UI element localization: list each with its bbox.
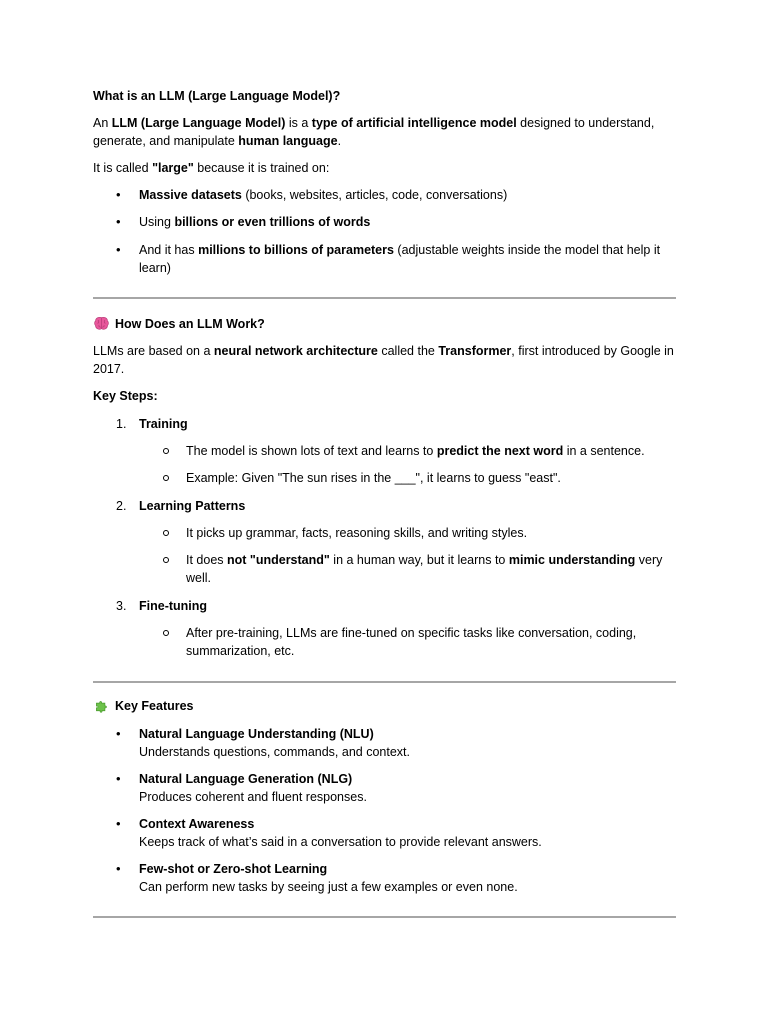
large-explanation-paragraph: It is called "large" because it is trained on: (93, 161, 330, 175)
list-item: It does not "understand" in a human way, but it learns to mimic understanding very well. (186, 553, 663, 585)
llm-definition-paragraph: An LLM (Large Language Model) is a type of artificial intelligence model designed to understand, generate, and manipulate human language. (93, 116, 655, 148)
bullet-dot: • (116, 242, 121, 257)
feature-item: Context Awareness Keeps track of what’s said in a conversation to provide relevant answers. (139, 817, 542, 849)
sub-bullet-circle (163, 475, 169, 481)
list-item: Using billions or even trillions of words (139, 215, 371, 229)
section-heading-what-is-llm: What is an LLM (Large Language Model)? (93, 89, 341, 103)
step-title-learning-patterns: Learning Patterns (139, 499, 246, 513)
horizontal-divider (93, 916, 676, 918)
puzzle-piece-icon (93, 698, 110, 715)
list-item: Massive datasets (books, websites, articles, code, conversations) (139, 188, 508, 202)
list-item: After pre-training, LLMs are fine-tuned on specific tasks like conversation, coding, summarization, etc. (186, 626, 637, 658)
list-item: Example: Given "The sun rises in the ___", it learns to guess "east". (186, 471, 561, 485)
feature-item: Natural Language Generation (NLG) Produces coherent and fluent responses. (139, 772, 367, 804)
step-title-fine-tuning: Fine-tuning (139, 599, 208, 613)
section-heading-how-llm-works: How Does an LLM Work? (115, 317, 265, 331)
step-number: 3. (116, 599, 127, 613)
list-item: And it has millions to billions of parameters (adjustable weights inside the model that help it learn) (139, 243, 661, 275)
step-number: 1. (116, 417, 127, 431)
bullet-dot: • (116, 187, 121, 202)
list-item: The model is shown lots of text and learns to predict the next word in a sentence. (186, 444, 645, 458)
horizontal-divider (93, 297, 676, 299)
sub-bullet-circle (163, 630, 169, 636)
transformer-paragraph: LLMs are based on a neural network architecture called the Transformer, first introduced by Google in 2017. (93, 344, 674, 376)
bullet-dot: • (116, 771, 121, 786)
bullet-dot: • (116, 816, 121, 831)
sub-bullet-circle (163, 448, 169, 454)
step-number: 2. (116, 499, 127, 513)
key-steps-label: Key Steps: (93, 389, 158, 403)
bullet-dot: • (116, 861, 121, 876)
sub-bullet-circle (163, 530, 169, 536)
bullet-dot: • (116, 214, 121, 229)
sub-bullet-circle (163, 557, 169, 563)
bullet-dot: • (116, 726, 121, 741)
brain-icon (93, 315, 110, 332)
feature-item: Natural Language Understanding (NLU) Understands questions, commands, and context. (139, 727, 410, 759)
step-title-training: Training (139, 417, 188, 431)
horizontal-divider (93, 681, 676, 683)
section-heading-key-features: Key Features (115, 699, 194, 713)
feature-item: Few-shot or Zero-shot Learning Can perform new tasks by seeing just a few examples or even none. (139, 862, 518, 894)
list-item: It picks up grammar, facts, reasoning skills, and writing styles. (186, 526, 528, 540)
